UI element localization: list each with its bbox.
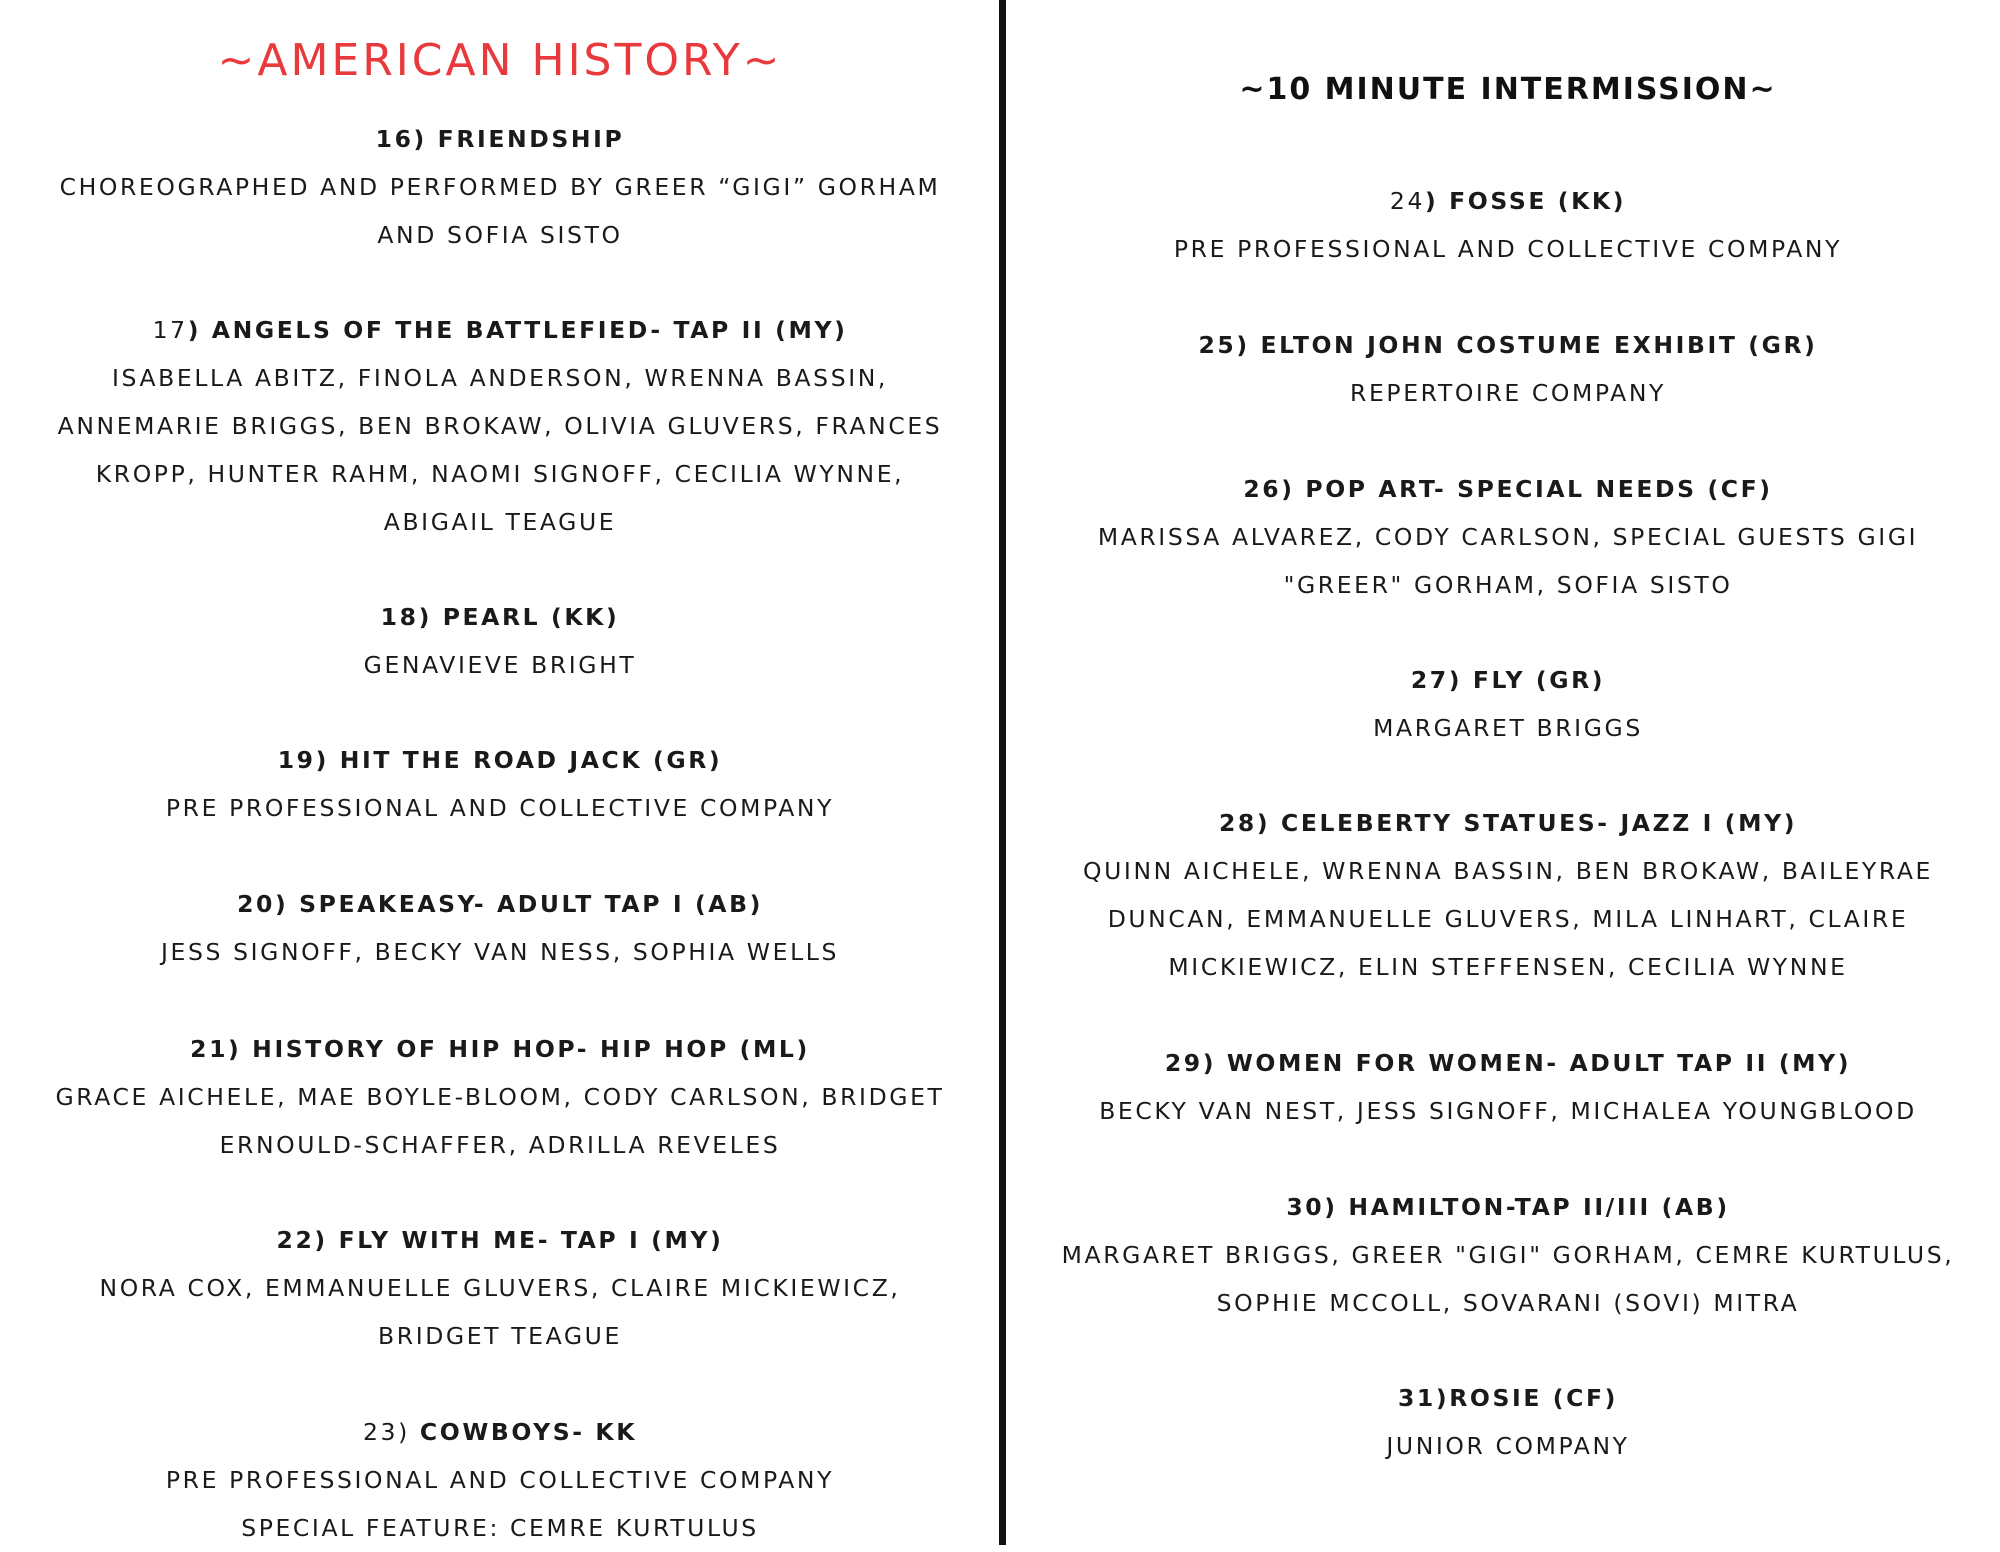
- program-item-performers: REPERTOIRE COMPANY: [1350, 379, 1666, 407]
- program-item: [0, 306, 1000, 546]
- program-item-title: HAMILTON-TAP II/III (AB): [1337, 1193, 1730, 1221]
- program-item-performers: DUNCAN, EMMANUELLE GLUVERS, MILA LINHART, CLAIRE: [1107, 905, 1909, 933]
- program-item-performers: PRE PROFESSIONAL AND COLLECTIVE COMPANY: [165, 794, 835, 822]
- program-item-heading: [0, 306, 1000, 354]
- program-item: [0, 115, 1000, 259]
- program-item-performers: CHOREOGRAPHED AND PERFORMED BY GREER “GIGI” GORHAM: [59, 173, 941, 201]
- program-item-performers: MARGARET BRIGGS, GREER "GIGI" GORHAM, CEMRE KURTULUS,: [1061, 1241, 1955, 1269]
- column-divider: [999, 0, 1006, 1545]
- program-item: [1008, 1183, 2000, 1327]
- american-history-title: ~AMERICAN HISTORY~: [217, 35, 783, 86]
- program-item: [1008, 799, 2000, 991]
- program-item-title: HISTORY OF HIP HOP- HIP HOP (ML): [241, 1035, 810, 1063]
- program-item-performers: ERNOULD-SCHAFFER, ADRILLA REVELES: [219, 1131, 781, 1159]
- program-item-performers: SOPHIE MCCOLL, SOVARANI (SOVI) MITRA: [1216, 1289, 1800, 1317]
- program-item-heading: [1008, 1183, 2000, 1231]
- program-item: [0, 880, 1000, 976]
- program-item-performers: AND SOFIA SISTO: [377, 221, 623, 249]
- program-item-performers: GENAVIEVE BRIGHT: [363, 651, 637, 679]
- program-item-title: ELTON JOHN COSTUME EXHIBIT (GR): [1249, 331, 1818, 359]
- program-item-number: 27): [1410, 666, 1463, 694]
- program-item: [1008, 465, 2000, 609]
- program-item-performers: ISABELLA ABITZ, FINOLA ANDERSON, WRENNA BASSIN,: [111, 364, 888, 392]
- program-item-number: 23): [362, 1418, 420, 1446]
- program-item-number: 16): [375, 125, 427, 153]
- intermission-title: ~10 MINUTE INTERMISSION~: [1239, 72, 1777, 107]
- program-item-performers: PRE PROFESSIONAL AND COLLECTIVE COMPANY: [165, 1466, 835, 1494]
- program-item-title: SPEAKEASY- ADULT TAP I (AB): [288, 890, 763, 918]
- program-item-number: 25): [1198, 331, 1250, 359]
- program-item-number: 20): [237, 890, 289, 918]
- program-item-performers: ABIGAIL TEAGUE: [383, 508, 617, 536]
- program-item-performers: "GREER" GORHAM, SOFIA SISTO: [1283, 571, 1733, 599]
- program-item: [1008, 656, 2000, 752]
- program-item-title: ) ANGELS OF THE BATTLEFIED- TAP II (MY): [187, 316, 848, 344]
- program-item: [1008, 1039, 2000, 1135]
- program-item: [1008, 177, 2000, 273]
- program-item-title: FRIENDSHIP: [426, 125, 625, 153]
- program-item-title: HIT THE ROAD JACK (GR): [328, 746, 723, 774]
- program-item-title: WOMEN FOR WOMEN- ADULT TAP II (MY): [1216, 1049, 1852, 1077]
- program-item-performers: PRE PROFESSIONAL AND COLLECTIVE COMPANY: [1173, 235, 1843, 263]
- program-item-heading: [1008, 799, 2000, 847]
- program-item-number: 18): [380, 603, 432, 631]
- program-item-heading: [1008, 656, 2000, 704]
- program-item-title: CELEBERTY STATUES- JAZZ I (MY): [1270, 809, 1798, 837]
- program-item-performers: GRACE AICHELE, MAE BOYLE-BLOOM, CODY CARLSON, BRIDGET: [55, 1083, 945, 1111]
- program-item-number: 17: [152, 316, 188, 344]
- program-item-performers: JUNIOR COMPANY: [1386, 1432, 1630, 1460]
- program-item-heading: [1008, 1039, 2000, 1087]
- program-item-performers: BECKY VAN NEST, JESS SIGNOFF, MICHALEA YOUNGBLOOD: [1099, 1097, 1917, 1125]
- program-item: [1008, 321, 2000, 417]
- program-item-number: 29): [1164, 1049, 1217, 1077]
- program-item-title: POP ART- SPECIAL NEEDS (CF): [1294, 475, 1773, 503]
- program-item-heading: [1008, 321, 2000, 369]
- program-item-heading: [1008, 465, 2000, 513]
- program-item-heading: [1008, 1374, 2000, 1422]
- program-item-title: FLY (GR): [1462, 666, 1606, 694]
- program-item-heading: [0, 736, 1000, 784]
- program-item: [0, 1025, 1000, 1169]
- program-item-performers: BRIDGET TEAGUE: [378, 1322, 622, 1350]
- program-item-number: 28): [1218, 809, 1271, 837]
- program-item-performers: QUINN AICHELE, WRENNA BASSIN, BEN BROKAW, BAILEYRAE: [1083, 857, 1933, 885]
- program-item-heading: [1008, 177, 2000, 225]
- program-item-heading: [0, 115, 1000, 163]
- program-item-heading: [0, 593, 1000, 641]
- program-item-title: ) FOSSE (KK): [1425, 187, 1627, 215]
- program-item-title: PEARL (KK): [431, 603, 620, 631]
- program-item-performers: MICKIEWICZ, ELIN STEFFENSEN, CECILIA WYNNE: [1168, 953, 1848, 981]
- program-item-performers: JESS SIGNOFF, BECKY VAN NESS, SOPHIA WELLS: [161, 938, 839, 966]
- program-item-number: 26): [1243, 475, 1295, 503]
- program-item-performers: ANNEMARIE BRIGGS, BEN BROKAW, OLIVIA GLUVERS, FRANCES: [57, 412, 943, 440]
- program-item-heading: [0, 1025, 1000, 1073]
- program-item-title: COWBOYS- KK: [419, 1418, 638, 1446]
- program-item-performers: SPECIAL FEATURE: CEMRE KURTULUS: [241, 1514, 759, 1542]
- program-item: [1008, 1374, 2000, 1470]
- program-item-number: 30): [1286, 1193, 1338, 1221]
- program-item-performers: KROPP, HUNTER RAHM, NAOMI SIGNOFF, CECILIA WYNNE,: [95, 460, 905, 488]
- program-item-title: ROSIE (CF): [1449, 1384, 1618, 1412]
- program-item-heading: [0, 1408, 1000, 1456]
- program-item-title: FLY WITH ME- TAP I (MY): [327, 1226, 724, 1254]
- program-item: [0, 1408, 1000, 1552]
- program-item-heading: [0, 1216, 1000, 1264]
- program-item: [0, 593, 1000, 689]
- program-item: [0, 1216, 1000, 1360]
- program-item-performers: MARGARET BRIGGS: [1373, 714, 1643, 742]
- program-item-number: 21): [190, 1035, 242, 1063]
- program-item-heading: [0, 880, 1000, 928]
- program-item-number: 19): [277, 746, 329, 774]
- program-item-number: 24: [1389, 187, 1425, 215]
- program-item: [0, 736, 1000, 832]
- program-item-performers: NORA COX, EMMANUELLE GLUVERS, CLAIRE MICKIEWICZ,: [99, 1274, 901, 1302]
- program-item-performers: MARISSA ALVAREZ, CODY CARLSON, SPECIAL GUESTS GIGI: [1097, 523, 1919, 551]
- program-item-number: 31): [1397, 1384, 1450, 1412]
- program-item-number: 22): [276, 1226, 328, 1254]
